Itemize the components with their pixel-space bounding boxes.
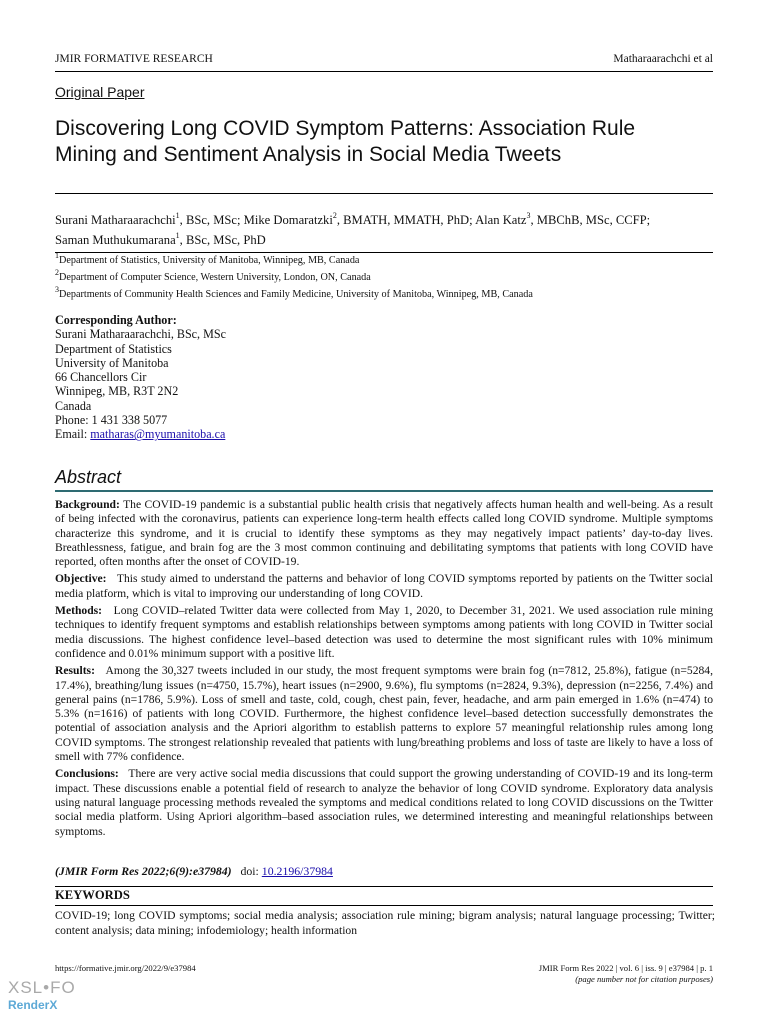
- affiliation-text: Department of Computer Science, Western University, London, ON, Canada: [59, 272, 371, 283]
- corresponding-line: University of Manitoba: [55, 355, 169, 370]
- article-type: Original Paper: [55, 84, 145, 100]
- author-line-1: [55, 210, 720, 230]
- section-label: Background:: [55, 498, 120, 511]
- author-degrees: , BSc, MSc;: [179, 213, 244, 227]
- affiliation: [55, 250, 715, 266]
- citation-ref: (JMIR Form Res 2022;6(9):e37984): [55, 864, 232, 878]
- keywords-text: COVID-19; long COVID symptoms; social media analysis; association rule mining; bigram analysis; natural language processing; Twitter; content analysis; data mining; infodemiology; health information: [55, 909, 715, 937]
- author-name: Alan Katz: [475, 213, 527, 227]
- section-label: Conclusions:: [55, 767, 119, 781]
- corresponding-line: 66 Chancellors Cir: [55, 370, 147, 385]
- affiliation-mark: 1: [55, 250, 59, 260]
- section-text: Among the 30,327 tweets included in our study, the most frequent symptoms were brain fog (n=7812, 25.8%), fatigue (n=5284, 17.4%), breathing/lung issues (n=4750, 15.7%), heart issues (n=2900, 9.6%), flu symptoms (n=2824, 9.3%), depression (n=2256, 7.4%) and general pains (n=1786, 5.9%). Loss of smell and taste, cold, cough, chest pain, fever, headache, and arm pain emerged in 1.6% (n=474) to 5.3% (n=1616) of patients with long COVID. Furthermore, the highest confidence level–based detection successfully demonstrates the potential of association analysis and the Apriori algorithm to establish patterns to explore 57 meaningful relationship rules among long COVID symptoms. The strongest relationship revealed that patients with lung/breathing problems and loss of taste are likely to have a loss of smell with 77% confidence.: [55, 664, 713, 764]
- abstract-background: [55, 498, 713, 569]
- corresponding-line: Canada: [55, 398, 92, 413]
- doi-label: doi:: [240, 864, 259, 878]
- author-line-2: [55, 230, 720, 250]
- author-affiliation-mark: 1: [175, 210, 180, 220]
- keywords-heading: KEYWORDS: [55, 888, 130, 902]
- title-line-1: Discovering Long COVID Symptom Patterns: Association Rule: [55, 117, 636, 140]
- abstract-methods: [55, 604, 713, 661]
- running-header: [55, 53, 713, 72]
- footer-info: [539, 963, 713, 985]
- renderx-logo: [8, 978, 76, 1012]
- affiliation-mark: 3: [55, 284, 59, 294]
- affiliation-text: Departments of Community Health Sciences and Family Medicine, University of Manitoba, Winnipeg, MB, Canada: [59, 289, 533, 300]
- section-label: Methods:: [55, 604, 103, 618]
- doi-link[interactable]: 10.2196/37984: [261, 864, 333, 878]
- author-affiliation-mark: 2: [332, 210, 337, 220]
- corresponding-line: Winnipeg, MB, R3T 2N2: [55, 384, 179, 399]
- abstract-rule: [55, 490, 713, 492]
- email-label: Email:: [55, 427, 91, 442]
- affiliation: [55, 267, 715, 283]
- author-name: Saman Muthukumarana: [55, 233, 176, 247]
- abstract-results: [55, 664, 713, 764]
- abstract-conclusions: [55, 767, 713, 838]
- section-text: There are very active social media discussions that could support the growing understanding of COVID-19 and its long-term impact. These discussions enable a potential field of research to analyze the behavior of long COVID syndrome. Exploratory data analysis using natural language processing methods revealed the symptoms and medical conditions related to long COVID discussions on the Twitter social media platform. Using Apriori algorithm–based association rules, we determined interesting and meaningful relationships between symptoms.: [55, 767, 713, 838]
- author-affiliation-mark: 1: [175, 230, 180, 240]
- abstract-heading: Abstract: [55, 467, 122, 487]
- author-name: Mike Domaratzki: [243, 213, 333, 227]
- corresponding-author: [55, 313, 226, 442]
- corresponding-author-heading: Corresponding Author:: [55, 313, 177, 327]
- footer-note: (page number not for citation purposes): [575, 974, 713, 984]
- authors-rule: [55, 252, 713, 253]
- section-text: This study aimed to understand the patterns and behavior of long COVID symptoms reported by patients on the Twitter social media platform, which is vital to improving our understanding of long COVID.: [55, 572, 713, 600]
- citation: [55, 864, 333, 879]
- title-line-2: Mining and Sentiment Analysis in Social Media Tweets: [55, 143, 562, 166]
- journal-name: JMIR FORMATIVE RESEARCH: [55, 53, 213, 65]
- author-degrees: , MBChB, MSc, CCFP;: [530, 213, 651, 227]
- logo-xslfo-text: XSL•FO: [8, 978, 76, 997]
- author-degrees: , BMATH, MMATH, PhD;: [336, 213, 476, 227]
- section-text: The COVID-19 pandemic is a substantial public health crisis that negatively affects human health and well-being. As a result of being infected with the coronavirus, patients can experience long-term health effects called long COVID syndrome. Multiple symptoms characterize this syndrome, and it is crucial to identify these symptoms as they may negatively impact patients’ day-to-day lives. Breathlessness, fatigue, and brain fog are the 3 most common continuing and debilitating symptoms that patients with long COVID have reported, often months after the onset of COVID-19.: [55, 498, 713, 569]
- section-label: Objective:: [55, 572, 107, 586]
- logo-renderx-text: RenderX: [8, 998, 58, 1012]
- abstract-body: [55, 498, 713, 842]
- email-line: [55, 427, 226, 441]
- running-author: Matharaarachchi et al: [613, 53, 713, 65]
- author-list: [55, 210, 720, 250]
- title-rule: [55, 193, 713, 194]
- corresponding-line: Phone: 1 431 338 5077: [55, 413, 168, 428]
- page-title: [55, 116, 715, 168]
- corresponding-line: Department of Statistics: [55, 341, 172, 356]
- footer-journal-info: JMIR Form Res 2022 | vol. 6 | iss. 9 | e37984 | p. 1: [538, 963, 713, 973]
- abstract-objective: [55, 572, 713, 601]
- author-affiliation-mark: 3: [526, 210, 531, 220]
- keywords-rule-top: [55, 886, 713, 887]
- email-link[interactable]: matharas@myumanitoba.ca: [90, 427, 226, 442]
- affiliation-mark: 2: [55, 267, 59, 277]
- affiliation-text: Department of Statistics, University of Manitoba, Winnipeg, MB, Canada: [59, 255, 360, 266]
- author-name: Surani Matharaarachchi: [55, 213, 176, 227]
- section-text: Long COVID–related Twitter data were collected from May 1, 2020, to December 31, 2021. We used association rule mining techniques to identify frequent symptoms and establish relationships between symptoms among patients with long COVID in Twitter social media discussions. The highest confidence level–based detection was used to determine the most significant rules with 10% minimum confidence and 0.01% minimum support with a positive lift.: [55, 604, 713, 660]
- corresponding-line: Surani Matharaarachchi, BSc, MSc: [55, 327, 226, 342]
- author-degrees: , BSc, MSc, PhD: [179, 233, 266, 247]
- affiliation: [55, 284, 715, 300]
- section-label: Results:: [55, 664, 95, 678]
- keywords-rule-bottom: [55, 905, 713, 906]
- footer-url: https://formative.jmir.org/2022/9/e37984: [55, 963, 196, 973]
